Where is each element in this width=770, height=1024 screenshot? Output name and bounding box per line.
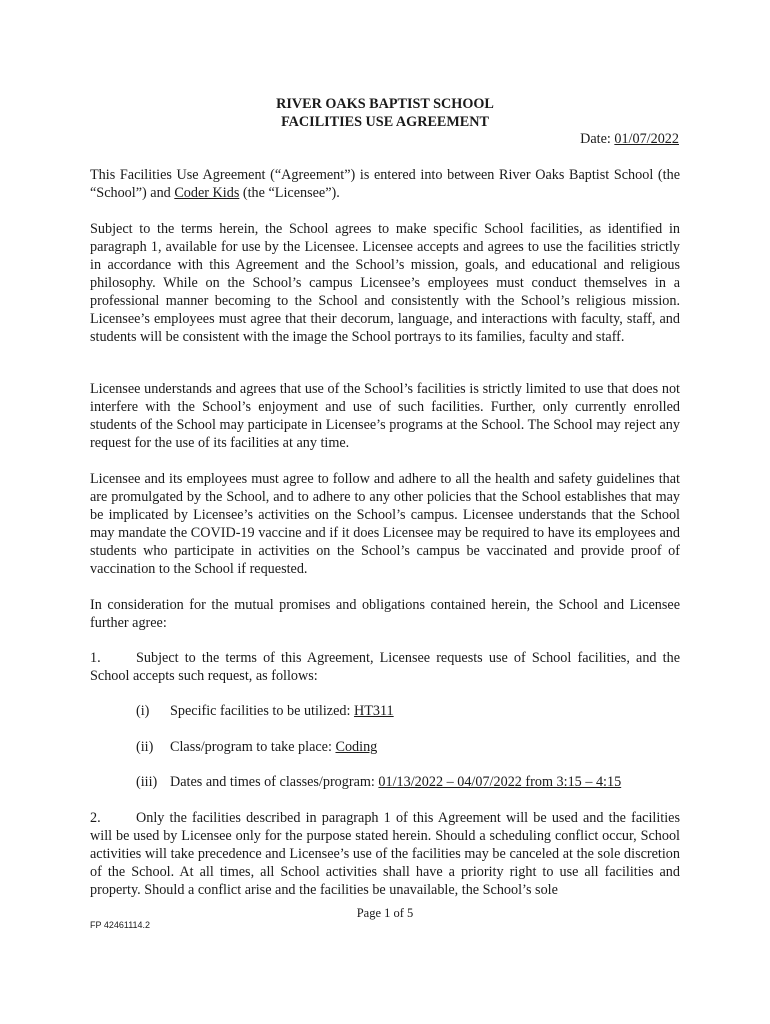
section-1-text: Subject to the terms of this Agreement, Licensee requests use of School facilities, and the School accepts such request, as follows: xyxy=(90,650,680,684)
consideration-paragraph: In consideration for the mutual promises and obligations contained herein, the School and Licensee further agree: xyxy=(90,597,680,631)
program-item xyxy=(136,738,377,756)
item-value: Coding xyxy=(335,739,378,755)
item-number: (iii) xyxy=(136,774,158,790)
item-value: HT311 xyxy=(353,703,394,719)
agreement-title-heading: FACILITIES USE AGREEMENT xyxy=(281,114,489,130)
terms-paragraph: Subject to the terms herein, the School agrees to make specific School facilities, as identified in paragraph 1, available for use by the Licensee. Licensee accepts and agrees to use the facilities strictly in accordance with this Agreement and the School’s mission, goals, and educational and religious philosophy. While on the School’s campus Licensee’s employees must conduct themselves in a professional manner becoming to the School and consistently with the School’s religious mission. Licensee’s employees must agree that their decorum, language, and interactions with faculty, staff, and students will be consistent with the image the School portrays to its families, faculty and staff. xyxy=(90,221,680,345)
item-number: (ii) xyxy=(136,739,154,755)
item-label: Specific facilities to be utilized: xyxy=(170,703,354,719)
date-value: 01/07/2022 xyxy=(614,131,679,147)
intro-text-part2: (the “Licensee”). xyxy=(239,185,340,201)
licensee-name: Coder Kids xyxy=(174,185,240,201)
usage-limits-paragraph: Licensee understands and agrees that use of the School’s facilities is strictly limited to use that does not interfere with the School’s enjoyment and use of such facilities. Further, only currently enrolled students of the School may participate in Licensee’s programs at the School. The School may reject any request for the use of its facilities at any time. xyxy=(90,381,680,451)
section-2-number: 2. xyxy=(90,810,101,826)
section-1-paragraph xyxy=(90,649,680,685)
intro-text-part1: This Facilities Use Agreement (“Agreement”) is entered into between River Oaks Baptist School (the “School”) and xyxy=(90,167,680,201)
dates-item xyxy=(136,773,621,791)
section-2-text: Only the facilities described in paragraph 1 of this Agreement will be used and the facilities will be used by Licensee only for the purpose stated herein. Should a scheduling conflict occur, School activities will take precedence and Licensee’s use of the facilities may be canceled at the sole discretion of the School. At all times, all School activities shall have a priority right to use all facilities and property. Should a conflict arise and the facilities be unavailable, the School’s sole xyxy=(90,810,680,898)
facility-item xyxy=(136,702,394,720)
school-name-heading: RIVER OAKS BAPTIST SCHOOL xyxy=(276,96,494,112)
section-2-paragraph xyxy=(90,809,680,899)
item-number: (i) xyxy=(136,703,150,719)
document-id: FP 42461114.2 xyxy=(90,920,151,930)
item-value: 01/13/2022 – 04/07/2022 from 3:15 – 4:15 xyxy=(378,774,622,790)
item-label: Class/program to take place: xyxy=(170,739,336,755)
date-label: Date: xyxy=(580,131,615,147)
page-number: Page 1 of 5 xyxy=(356,906,414,920)
health-safety-paragraph: Licensee and its employees must agree to follow and adhere to all the health and safety guidelines that are promulgated by the School, and to adhere to any other policies that the School establishes that may be implicated by Licensee’s activities on the School’s campus. Licensee understands that the School may mandate the COVID-19 vaccine and if it does Licensee may be required to have its employees and students who participate in activities on the School’s campus be vaccinated and provide proof of vaccination to the School if requested. xyxy=(90,471,680,577)
intro-paragraph xyxy=(90,166,680,202)
section-1-number: 1. xyxy=(90,650,101,666)
agreement-date xyxy=(580,130,679,148)
item-label: Dates and times of classes/program: xyxy=(170,774,379,790)
